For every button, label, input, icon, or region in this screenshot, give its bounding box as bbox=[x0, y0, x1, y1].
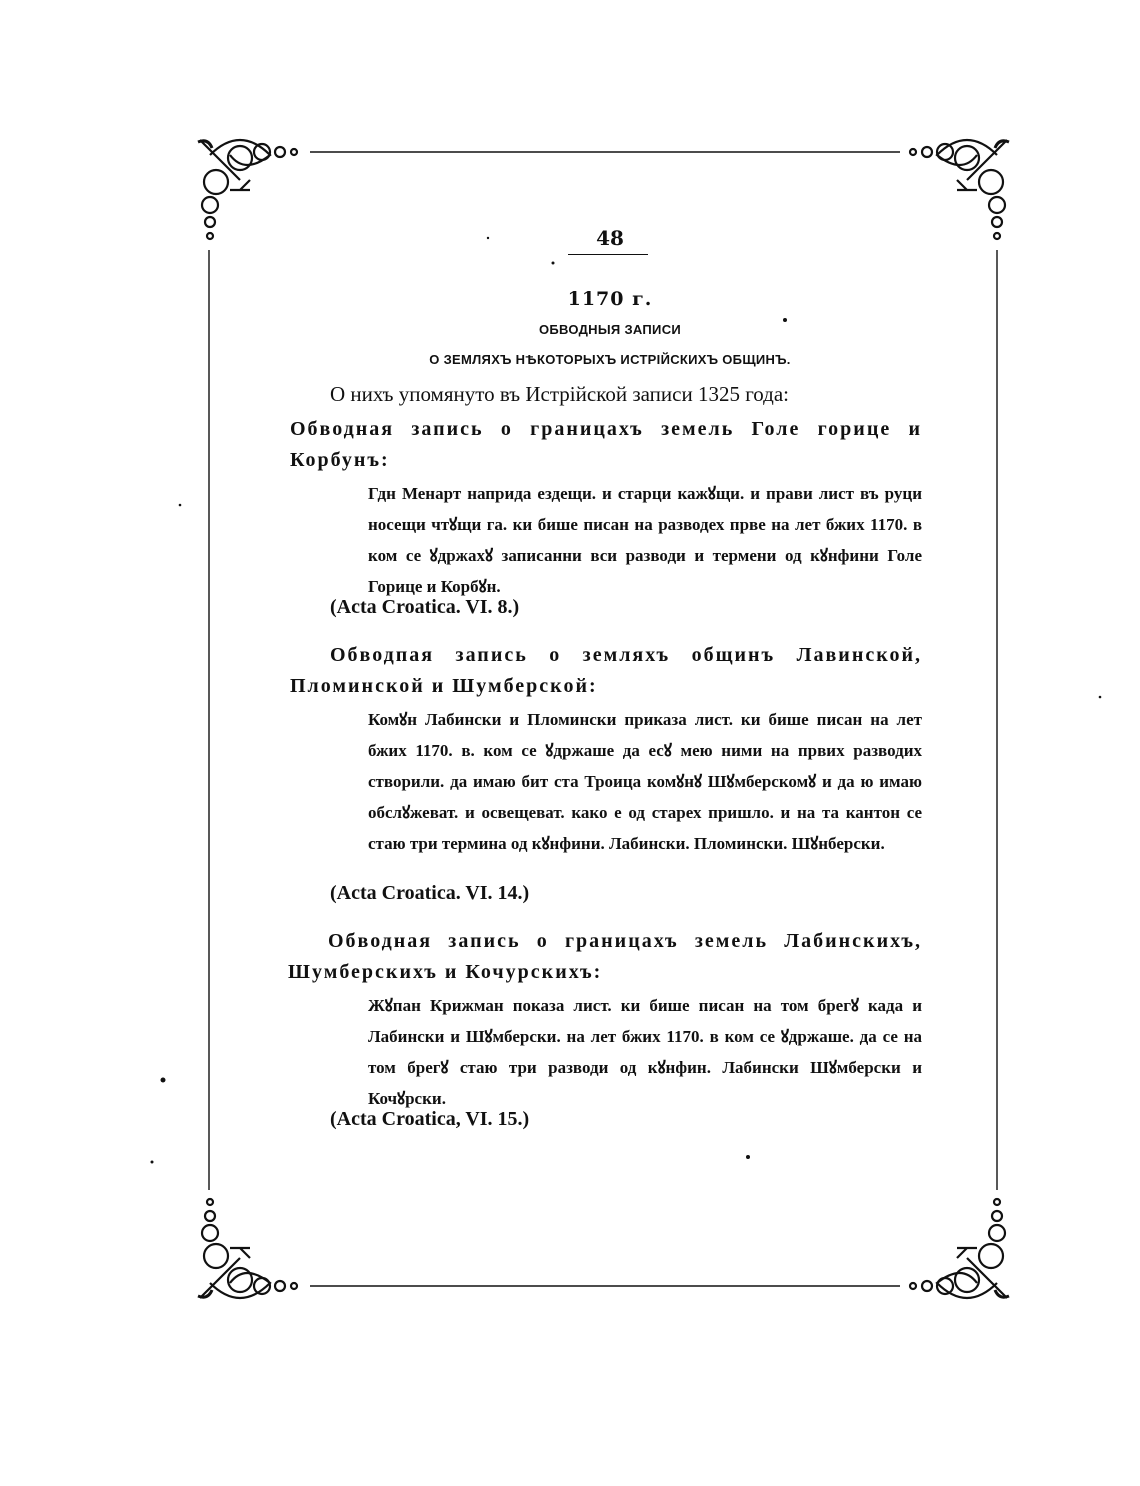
section-heading-2: Обводпая запись о земляхъ общинъ Лавинской, Пломинской и Шумберской: bbox=[290, 644, 922, 697]
caption-line-2: О ЗЕМЛЯХЪ НѢКОТОРЫХЪ ИСТРІЙСКИХЪ ОБЩИНЪ. bbox=[429, 352, 791, 367]
citation-1: (Acta Croatica. VI. 8.) bbox=[330, 596, 520, 618]
year-heading: 1170 г. bbox=[567, 288, 653, 310]
caption-line-1: ОБВОДНЫЯ ЗАПИСИ bbox=[538, 322, 682, 337]
section-heading-3: Обводная запись о границахъ земель Лабинскихъ, Шумберскихъ и Кочурскихъ: bbox=[288, 930, 922, 983]
intro-line: О нихъ упомянуто въ Истрійской записи 1325 года: bbox=[330, 382, 790, 406]
quote-3: Жꙋпан Крижман показа лист. ки бише писан на том брегꙋ када и Лабински и Шꙋмберски. на лет бжих 1170. в ком се ꙋдржаше. да се на том брегꙋ стаю три разводи од кꙋнфин. Лабински Шꙋмберски и Кочꙋрски. bbox=[368, 996, 922, 1108]
citation-3: (Acta Croatica, VI. 15.) bbox=[330, 1108, 530, 1130]
page-number-rule bbox=[568, 254, 648, 255]
page-number: 48 bbox=[596, 226, 624, 250]
quote-2: Комꙋн Лабински и Пломински приказа лист. ки бише писан на лет бжих 1170. в. ком се ꙋдржаше да есꙋ мею ними на првих разводих створили. да имаю бит ста Троица комꙋнꙋ Шꙋмберскомꙋ и да ю имаю обслꙋжеват. и освещеват. како е од старех пришло. и на та кантон се стаю три термина од кꙋнфини. Лабински. Пломински. Шꙋнберски. bbox=[368, 710, 922, 853]
quote-1: Гдн Менарт наприда ездещи. и старци кажꙋщи. и прави лист въ руци носещи чтꙋщи га. ки бише писан на разводех прве на лет бжих 1170. в ком се ꙋдржахꙋ записанни вси разводи и термени од кꙋнфини Голе Горице и Корбꙋн. bbox=[368, 484, 922, 596]
corner-ornament-top-left bbox=[198, 140, 297, 239]
section-heading-1: Обводная запись о границахъ земель Голе горице и Корбунъ: bbox=[290, 418, 922, 471]
citation-2: (Acta Croatica. VI. 14.) bbox=[330, 882, 530, 904]
